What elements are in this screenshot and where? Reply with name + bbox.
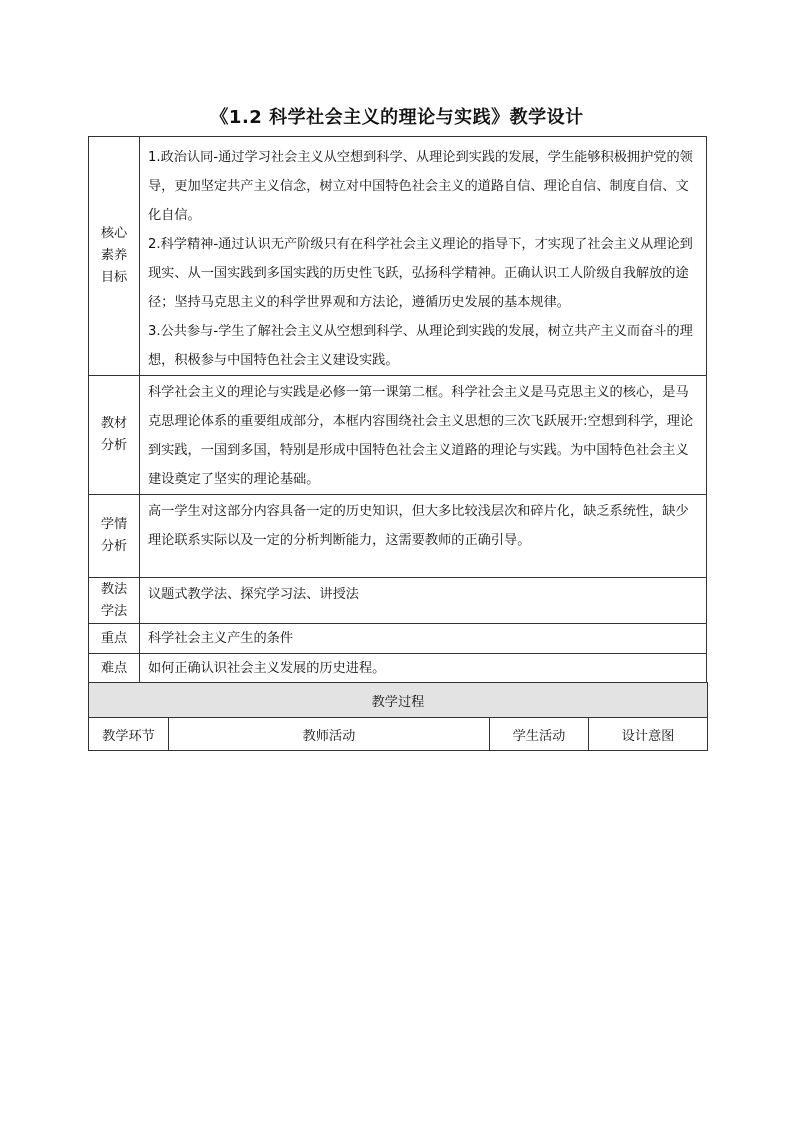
learner-analysis-label: 学情 分析 bbox=[89, 495, 140, 578]
core-literacy-content bbox=[140, 137, 707, 376]
design-table bbox=[88, 136, 707, 684]
material-analysis-content: 科学社会主义的理论与实践是必修一第一课第二框。科学社会主义是马克思主义的核心，是马克思理论体系的重要组成部分，本框内容围绕社会主义思想的三次飞跃展开:空想到科学，理论到实践，一国到多国，特别是形成中国特色社会主义道路的理论与实践。为中国特色社会主义建设奠定了坚实的理论基础。 bbox=[140, 376, 707, 495]
key-point-row bbox=[89, 624, 707, 654]
page-title: 《1.2 科学社会主义的理论与实践》教学设计 bbox=[210, 107, 584, 128]
core-item-science: 2.科学精神-通过认识无产阶级只有在科学社会主义理论的指导下，才实现了社会主义从理论到现实、从一国实践到多国实践的历史性飞跃，弘扬科学精神。正确认识工人阶级自我解放的途径；坚持马克思主义的科学世界观和方法论，遵循历史发展的基本规律。 bbox=[148, 237, 693, 310]
method-label: 教法 学法 bbox=[89, 578, 140, 624]
difficulty-content: 如何正确认识社会主义发展的历史进程。 bbox=[140, 654, 707, 684]
key-point-label: 重点 bbox=[89, 624, 140, 654]
method-row bbox=[89, 578, 707, 624]
difficulty-row bbox=[89, 654, 707, 684]
core-literacy-label: 核心 素养 目标 bbox=[89, 137, 140, 376]
process-table bbox=[88, 682, 708, 751]
material-analysis-label: 教材 分析 bbox=[89, 376, 140, 495]
core-item-political: 1.政治认同-通过学习社会主义从空想到科学、从理论到实践的发展，学生能够积极拥护党的领导，更加坚定共产主义信念，树立对中国特色社会主义的道路自信、理论自信、制度自信、文化自信。 bbox=[148, 150, 693, 223]
col-design-intent: 设计意图 bbox=[589, 718, 708, 751]
process-title: 教学过程 bbox=[89, 683, 708, 718]
core-literacy-row bbox=[89, 137, 707, 376]
core-item-participation: 3.公共参与-学生了解社会主义从空想到科学、从理论到实践的发展，树立共产主义而奋斗的理想，积极参与中国特色社会主义建设实践。 bbox=[148, 324, 693, 368]
material-analysis-row bbox=[89, 376, 707, 495]
key-point-content: 科学社会主义产生的条件 bbox=[140, 624, 707, 654]
difficulty-label: 难点 bbox=[89, 654, 140, 684]
process-title-row bbox=[89, 683, 708, 718]
col-teacher-activity: 教师活动 bbox=[169, 718, 490, 751]
learner-analysis-content: 高一学生对这部分内容具备一定的历史知识，但大多比较浅层次和碎片化，缺乏系统性，缺少理论联系实际以及一定的分析判断能力，这需要教师的正确引导。 bbox=[140, 495, 707, 578]
method-content: 议题式教学法、探究学习法、讲授法 bbox=[140, 578, 707, 624]
learner-analysis-row bbox=[89, 495, 707, 578]
col-student-activity: 学生活动 bbox=[490, 718, 589, 751]
process-header-row bbox=[89, 718, 708, 751]
col-stage: 教学环节 bbox=[89, 718, 169, 751]
